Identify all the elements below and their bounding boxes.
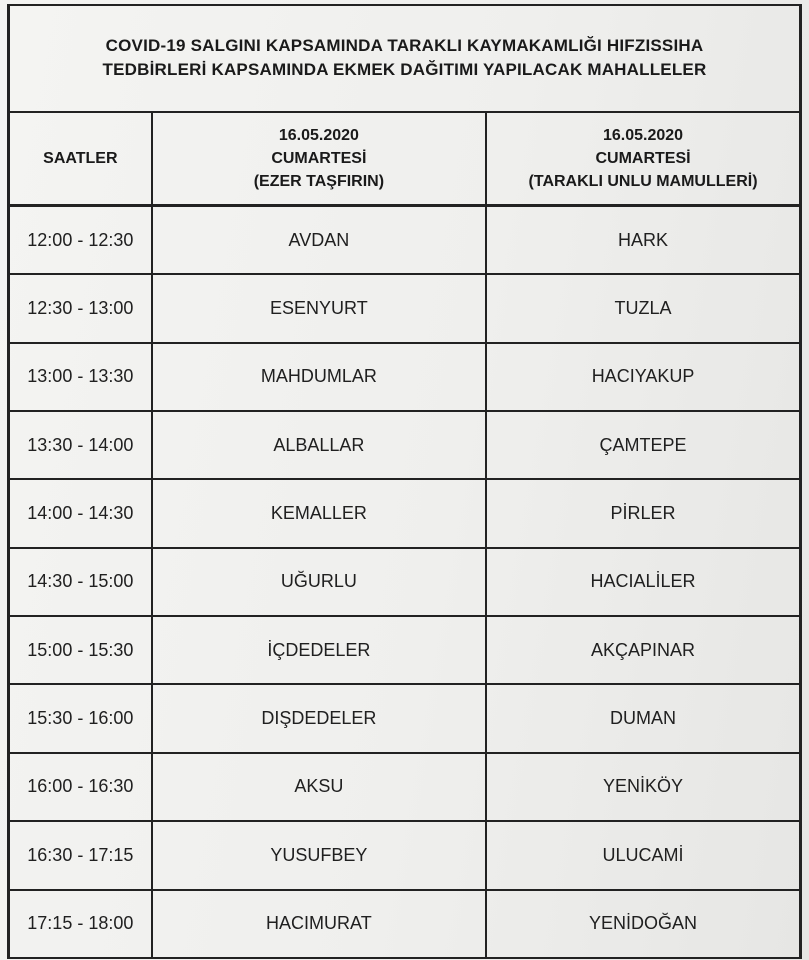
neighborhood-ezer-cell: HACIMURAT bbox=[152, 890, 486, 959]
schedule-body bbox=[9, 206, 801, 958]
neighborhood-tarakli-cell: AKÇAPINAR bbox=[486, 616, 800, 684]
table-row bbox=[9, 616, 801, 684]
time-cell: 17:15 - 18:00 bbox=[9, 890, 152, 959]
time-cell: 15:30 - 16:00 bbox=[9, 684, 152, 752]
table-row bbox=[9, 684, 801, 752]
neighborhood-tarakli-cell: YENİDOĞAN bbox=[486, 890, 800, 959]
header-day: CUMARTESİ bbox=[271, 149, 367, 167]
neighborhood-ezer-cell: ESENYURT bbox=[152, 274, 486, 342]
neighborhood-ezer-cell: MAHDUMLAR bbox=[152, 343, 486, 411]
neighborhood-tarakli-cell: PİRLER bbox=[486, 479, 800, 547]
time-cell: 12:00 - 12:30 bbox=[9, 206, 152, 275]
table-row bbox=[9, 343, 801, 411]
neighborhood-tarakli-cell: DUMAN bbox=[486, 684, 800, 752]
table-row bbox=[9, 274, 801, 342]
neighborhood-ezer-cell: UĞURLU bbox=[152, 548, 486, 616]
header-ezer-tasfirin bbox=[152, 112, 486, 206]
table-row bbox=[9, 479, 801, 547]
neighborhood-ezer-cell: ALBALLAR bbox=[152, 411, 486, 479]
title-row bbox=[9, 5, 801, 112]
header-vendor: (TARAKLI UNLU MAMULLERİ) bbox=[528, 172, 758, 190]
time-cell: 14:00 - 14:30 bbox=[9, 479, 152, 547]
header-tarakli-unlu-mamulleri bbox=[486, 112, 800, 206]
neighborhood-tarakli-cell: HACIYAKUP bbox=[486, 343, 800, 411]
neighborhood-ezer-cell: KEMALLER bbox=[152, 479, 486, 547]
time-cell: 12:30 - 13:00 bbox=[9, 274, 152, 342]
table-row bbox=[9, 206, 801, 275]
time-cell: 16:30 - 17:15 bbox=[9, 821, 152, 889]
table-row bbox=[9, 821, 801, 889]
header-vendor: (EZER TAŞFIRIN) bbox=[253, 172, 385, 190]
neighborhood-tarakli-cell: ULUCAMİ bbox=[486, 821, 800, 889]
time-cell: 13:30 - 14:00 bbox=[9, 411, 152, 479]
neighborhood-tarakli-cell: ÇAMTEPE bbox=[486, 411, 800, 479]
distribution-schedule-table bbox=[7, 4, 802, 959]
header-day: CUMARTESİ bbox=[595, 149, 691, 167]
table-row bbox=[9, 411, 801, 479]
neighborhood-ezer-cell: YUSUFBEY bbox=[152, 821, 486, 889]
neighborhood-tarakli-cell: TUZLA bbox=[486, 274, 800, 342]
time-cell: 13:00 - 13:30 bbox=[9, 343, 152, 411]
neighborhood-ezer-cell: AKSU bbox=[152, 753, 486, 821]
title-line-2: TEDBİRLERİ KAPSAMINDA EKMEK DAĞITIMI YAPILACAK MAHALLELER bbox=[102, 60, 707, 80]
time-cell: 14:30 - 15:00 bbox=[9, 548, 152, 616]
neighborhood-ezer-cell: AVDAN bbox=[152, 206, 486, 275]
header-date: 16.05.2020 bbox=[278, 126, 359, 144]
table-row bbox=[9, 890, 801, 959]
table-row bbox=[9, 753, 801, 821]
header-time: SAATLER bbox=[9, 112, 152, 206]
neighborhood-ezer-cell: DIŞDEDELER bbox=[152, 684, 486, 752]
neighborhood-tarakli-cell: YENİKÖY bbox=[486, 753, 800, 821]
time-cell: 15:00 - 15:30 bbox=[9, 616, 152, 684]
table-row bbox=[9, 548, 801, 616]
header-date: 16.05.2020 bbox=[603, 126, 684, 144]
neighborhood-tarakli-cell: HARK bbox=[486, 206, 800, 275]
neighborhood-tarakli-cell: HACIALİLER bbox=[486, 548, 800, 616]
title-line-1: COVID-19 SALGINI KAPSAMINDA TARAKLI KAYMAKAMLIĞI HIFZISSIHA bbox=[105, 36, 704, 56]
document-title bbox=[9, 5, 801, 112]
header-row bbox=[9, 112, 801, 206]
neighborhood-ezer-cell: İÇDEDELER bbox=[152, 616, 486, 684]
time-cell: 16:00 - 16:30 bbox=[9, 753, 152, 821]
